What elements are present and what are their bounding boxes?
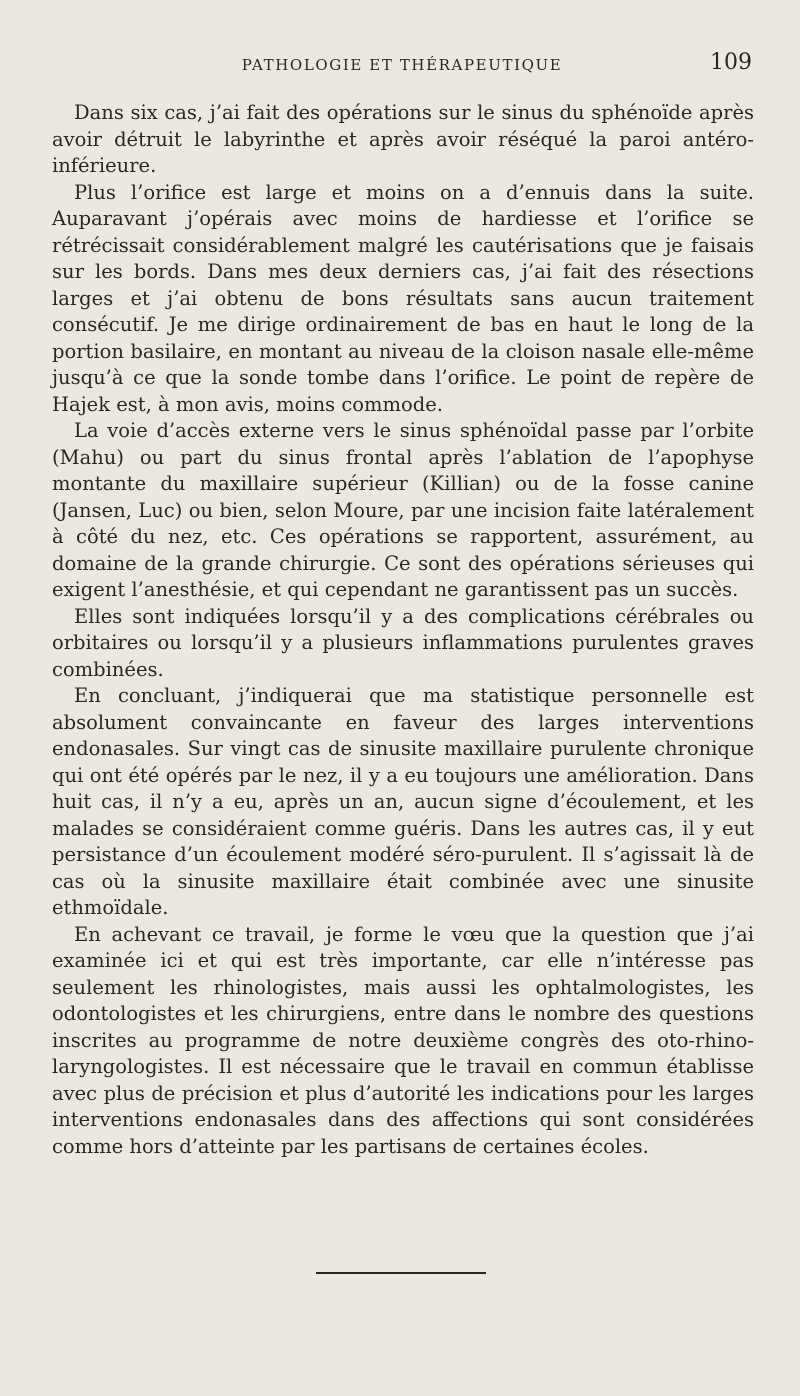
page-number: 109 (710, 50, 752, 75)
paragraph: En achevant ce travail, je forme le vœu que la question que j’ai examinée ici et qui est très importante, car elle n’intéresse pas seulement les rhinologistes, mais aussi les ophtalmologistes, les odontologistes et les chirurgiens, entre dans le nombre des questions inscrites au programme de notre deuxième congrès des oto-rhino-laryngologistes. Il est nécessaire que le travail en commun établisse avec plus de précision et plus d’autorité les indications pour les larges interventions endonasales dans des affections qui sont considérées comme hors d’atteinte par les partisans de certaines écoles. (52, 922, 754, 1158)
running-head (52, 50, 752, 80)
paragraph: Elles sont indiquées lorsqu’il y a des complications cérébrales ou orbitaires ou lorsqu’il y a plusieurs inflammations purulentes graves combinées. (52, 604, 754, 681)
paragraph: Plus l’orifice est large et moins on a d’ennuis dans la suite. Auparavant j’opérais avec moins de hardiesse et l’orifice se rétrécissait considérablement malgré les cautérisations que je faisais sur les bords. Dans mes deux derniers cas, j’ai fait des résections larges et j’ai obtenu de bons résultats sans aucun traitement consécutif. Je me dirige ordinairement de bas en haut le long de la portion basilaire, en montant au niveau de la cloison nasale elle-même jusqu’à ce que la sonde tombe dans l’orifice. Le point de repère de Hajek est, à mon avis, moins commode. (52, 180, 754, 416)
body-text (52, 100, 754, 1160)
paragraph: Dans six cas, j’ai fait des opérations sur le sinus du sphénoïde après avoir détruit le labyrinthe et après avoir réséqué la paroi antéro-inférieure. (52, 101, 754, 177)
paragraph: La voie d’accès externe vers le sinus sphénoïdal passe par l’orbite (Mahu) ou part du sinus frontal après l’ablation de l’apophyse montante du maxillaire supérieur (Killian) ou de la fosse canine (Jansen, Luc) ou bien, selon Moure, par une incision faite latéralement à côté du nez, etc. Ces opérations se rapportent, assurément, au domaine de la grande chirurgie. Ce sont des opérations sérieuses qui exigent l’anesthésie, et qui cependant ne garantissent pas un succès. (52, 419, 754, 601)
end-rule (316, 1272, 486, 1274)
paragraph: En concluant, j’indiquerai que ma statistique personnelle est absolument convaincante en faveur des larges interventions endonasales. Sur vingt cas de sinusite maxillaire purulente chronique qui ont été opérés par le nez, il y a eu toujours une amélioration. Dans huit cas, il n’y a eu, après un an, aucun signe d’écoulement, et les malades se considéraient comme guéris. Dans les autres cas, il y eut persistance d’un écoulement modéré séro-purulent. Il s’agissait là de cas où la sinusite maxillaire était combinée avec une sinusite ethmoïdale. (52, 684, 754, 919)
running-title: PATHOLOGIE ET THÉRAPEUTIQUE (241, 56, 563, 74)
